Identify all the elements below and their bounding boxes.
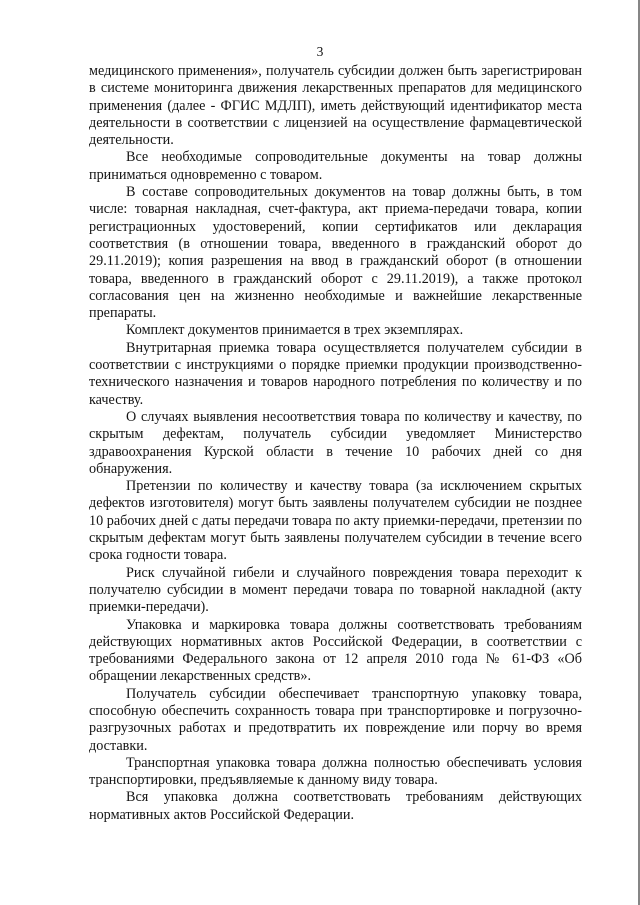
paragraph: Все необходимые сопроводительные документы на товар должны приниматься одновременно с товаром. [89, 149, 582, 183]
paragraph: Вся упаковка должна соответствовать требованиям действующих нормативных актов Российской Федерации. [89, 789, 582, 823]
document-body [89, 63, 582, 824]
paragraph: Комплект документов принимается в трех экземплярах. [126, 322, 464, 339]
paragraph: Транспортная упаковка товара должна полностью обеспечивать условия транспортировки, предъявляемые к данному виду товара. [89, 754, 582, 789]
paragraph: Внутритарная приемка товара осуществляется получателем субсидии в соответствии с инструкциями о порядке приемки продукции производственно-технического назначения и товаров народного потребления по количеству и по качеству. [89, 339, 582, 408]
paragraph: О случаях выявления несоответствия товара по количеству и качеству, по скрытым дефектам, получатель субсидии уведомляет Министерство здравоохранения Курской области в течение 10 рабочих дней со дня обнаружения. [89, 408, 582, 477]
paragraph: В составе сопроводительных документов на товар должны быть, в том числе: товарная накладная, счет-фактура, акт приема-передачи товара, копии регистрационных удостоверений, копии сертификатов или декларация соответствия (в отношении товара, введенного в гражданский оборот до 29.11.2019); копия разрешения на ввод в гражданский оборот (в отношении товара, введенного в гражданский оборот с 29.11.2019), а также протокол согласования цен на жизненно необходимые и важнейшие лекарственные препараты. [89, 184, 582, 322]
paragraph: Претензии по количеству и качеству товара (за исключением скрытых дефектов изготовителя) могут быть заявлены получателем субсидии не позднее 10 рабочих дней с даты передачи товара по акту приемки-передачи, претензии по скрытым дефектам могут быть заявлены получателем субсидии в течение всего срока годности товара. [89, 478, 582, 564]
page-number: 3 [316, 44, 324, 59]
paragraph-continuation: медицинского применения», получатель субсидии должен быть зарегистрирован в системе мониторинга движения лекарственных препаратов для медицинского применения (далее - ФГИС МДЛП), иметь действующий идентификатор места деятельности в соответствии с лицензией на осуществление фармацевтической деятельности. [89, 63, 582, 149]
paragraph: Упаковка и маркировка товара должны соответствовать требованиям действующих нормативных актов Российской Федерации, в соответствии с требованиями Федерального закона от 12 апреля 2010 года № 61-ФЗ «Об обращении лекарственных средств». [89, 616, 582, 685]
paragraph: Получатель субсидии обеспечивает транспортную упаковку товара, способную обеспечить сохранность товара при транспортировке и погрузочно-разгрузочных работах и предотвратить их повреждение или порчу во время доставки. [89, 685, 582, 754]
paragraph: Риск случайной гибели и случайного повреждения товара переходит к получателю субсидии в момент передачи товара по товарной накладной (акту приемки-передачи). [89, 564, 582, 616]
